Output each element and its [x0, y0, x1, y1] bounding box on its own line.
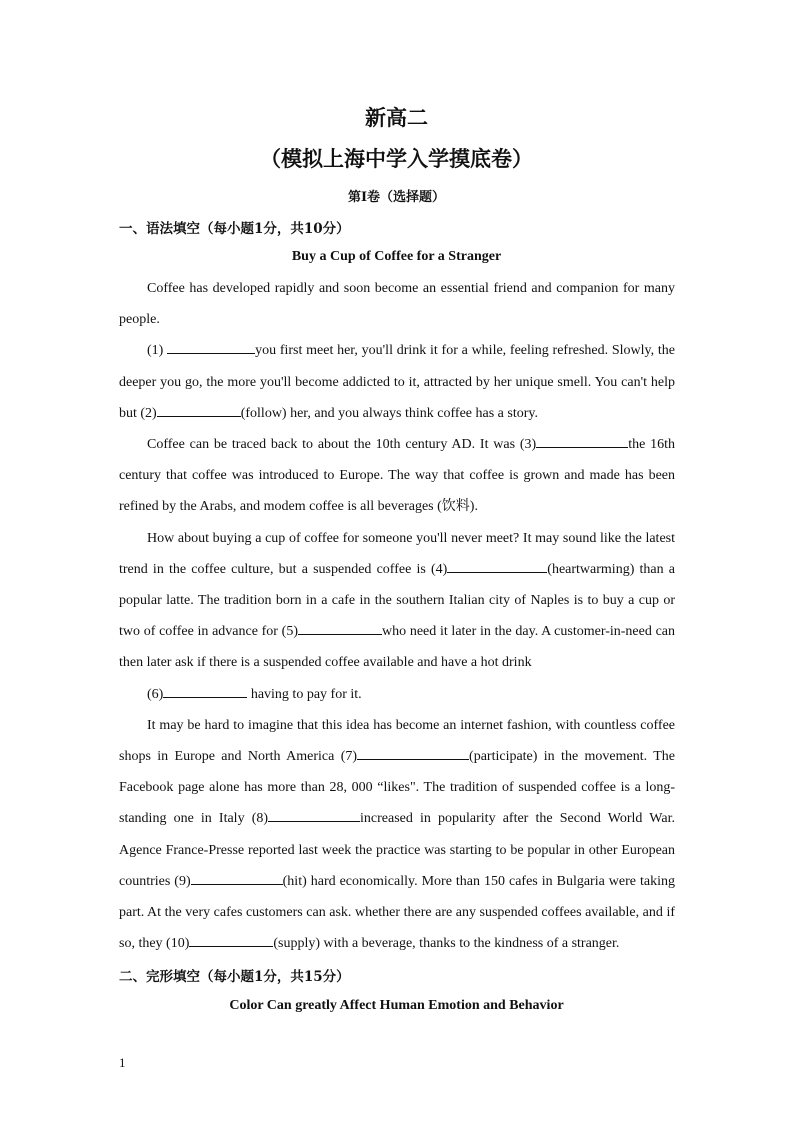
paragraph-1: Coffee has developed rapidly and soon become an essential friend and companion for many people.	[119, 281, 675, 328]
blank-3[interactable]	[536, 433, 628, 448]
passage1-title: Buy a Cup of Coffee for a Stranger	[291, 249, 502, 264]
passage1-body	[119, 273, 675, 959]
document-subtitle: （模拟上海中学入学摸底卷）	[260, 146, 533, 171]
blank-2[interactable]	[157, 402, 241, 417]
paragraph-3: Coffee can be traced back to about the 10th century AD. It was (3) the 16th century that coffee was introduced to Europe. The way that coffee is grown and made has been refined by the Arabs, and modem coffee is all beverages (饮料).	[119, 429, 675, 523]
paragraph-4: How about buying a cup of coffee for someone you'll never meet? It may sound like the latest trend in the coffee culture, but a suspended coffee is (4) (heartwarming) than a popular latte. The tradition born in a cafe in the southern Italian city of Naples is to buy a cup or two of coffee in advance for (5) who need it later in the day. A customer-in-need can then later ask if there is a suspended coffee available and have a hot drink	[119, 530, 675, 671]
blank-1[interactable]	[167, 339, 255, 354]
section2-heading: 二、完形填空（每小题1分，共15分）	[119, 969, 350, 985]
blank-8[interactable]	[268, 807, 360, 822]
section1-heading: 一、语法填空（每小题1分，共10分）	[119, 221, 350, 237]
blank-6[interactable]	[163, 683, 247, 698]
blank-5[interactable]	[298, 620, 382, 635]
page-number: 1	[119, 1055, 126, 1070]
paragraph-6: It may be hard to imagine that this idea has become an internet fashion, with countless coffee shops in Europe and North America (7) (participate) in the movement. The Facebook page alone has more than 28, 000 “likes". The tradition of suspended coffee is a long-standing one in Italy (8) increased in popularity after the Second World War. Agence France-Presse reported last week the practice was starting to be popular in other European countries (9) (hit) hard economically. More than 150 cafes in Bulgaria were taking part. At the very cafes customers can ask. whether there are any suspended coffees available, and if so, they (10) (supply) with a beverage, thanks to the kindness of a stranger.	[119, 717, 675, 952]
passage2-title: Color Can greatly Affect Human Emotion and Behavior	[229, 998, 564, 1013]
paragraph-2: (1) you first meet her, you'll drink it for a while, feeling refreshed. Slowly, the deeper you go, the more you'll become addicted to it, attracted by her unique smell. You can't help but (2) (follow) her, and you always think coffee has a story.	[119, 335, 675, 429]
blank-4[interactable]	[447, 558, 547, 573]
paragraph-5: (6) having to pay for it.	[119, 679, 675, 710]
document-title: 新高二	[365, 105, 428, 130]
blank-7[interactable]	[357, 745, 469, 760]
blank-10[interactable]	[189, 932, 273, 947]
volume-label: 第I卷（选择题）	[347, 190, 446, 205]
blank-9[interactable]	[191, 870, 283, 885]
